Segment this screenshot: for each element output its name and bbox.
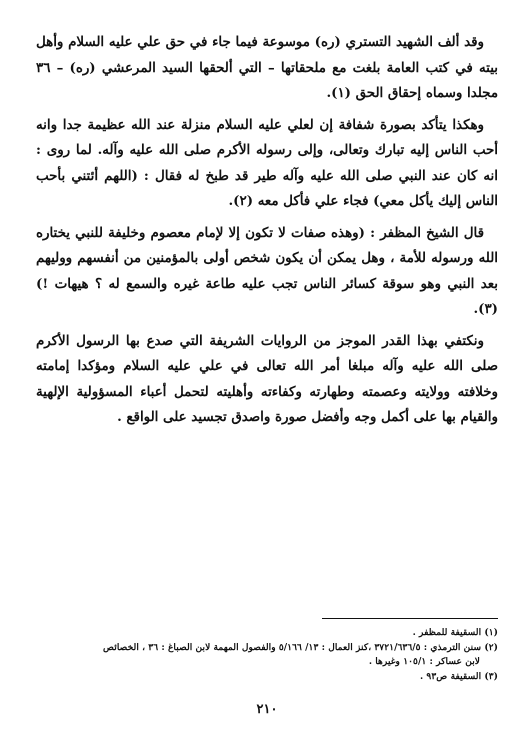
paragraph-4: ونكتفي بهذا القدر الموجز من الروايات الشريفة التي صدع بها الرسول الأكرم صلى الله عليه وآله مبلغا أمر الله تعالى في علي عليه السلام ومؤكدا إمامته وخلافته وولايته وعصمته وطهارته وكفاءته وأهليته لتحمل أعباء المسؤولية الإلهية والقيام بها على أكمل وجه وأفضل صورة واصدق تجسيد على الواقع . — [36, 332, 498, 425]
page-number: ٢١٠ — [256, 702, 278, 717]
paragraph-3: قال الشيخ المظفر : (وهذه صفات لا تكون إلا لإمام معصوم وخليفة للنبي يختاره الله ورسوله للأمة ، وهل يمكن أن يكون شخص أولى بالمؤمنين من أنفسهم ووليهم بعد النبي وهو سوقة كسائر الناس تجب عليه طاعة غيره والسمع له ؟ هيهات !) (٣). — [36, 224, 498, 317]
body-text — [36, 30, 498, 431]
footnote-2-continued: لابن عساكر : ١٠٥/١ وغيرها . — [368, 656, 480, 667]
paragraph-2: وهكذا يتأكد بصورة شفافة إن لعلي عليه السلام منزلة عند الله عظيمة جدا وانه أحب الناس إليه تبارك وتعالى، وإلى رسوله الأكرم صلى الله عليه وآله. لما روى : انه كان عند النبي صلى الله عليه وآله طير قد طبخ له فقال : (اللهم أئتني بأحب الناس إليك يأكل معي) فجاء علي فأكل معه (٢). — [36, 116, 498, 209]
footnote-2: (٢) سنن الترمذي : ٣٧٢١/٦٣٦/٥ ،كنز العمال : ١٣/ ٥/١٦٦ والفصول المهمة لابن الصباغ : ٣٦ ، الخصائص — [103, 641, 498, 653]
footnote-1: (١) السقيفة للمظفر . — [412, 627, 498, 638]
book-page — [36, 30, 498, 730]
paragraph-1: وقد ألف الشهيد التستري (ره) موسوعة فيما جاء في حق علي عليه السلام وأهل بيته في كتب العامة بلغت مع ملحقاتها – التي ألحقها السيد المرعشي (ره) – ٣٦ مجلدا وسماه إحقاق الحق (١). — [36, 34, 498, 101]
footnote-divider — [322, 618, 498, 619]
footnotes — [36, 626, 498, 684]
footnote-3: (٣) السقيفة ص٩٣ . — [420, 670, 498, 682]
